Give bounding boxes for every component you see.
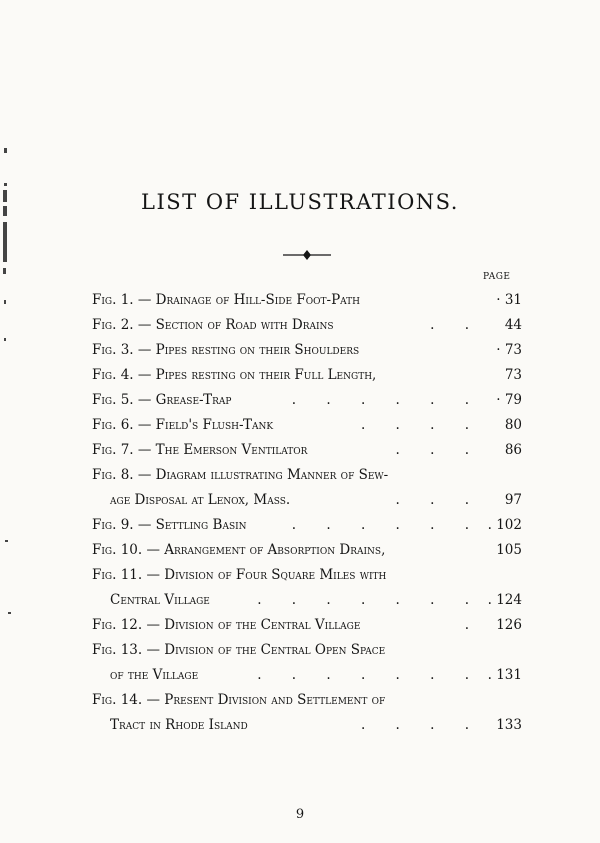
entry-page-number: 80 xyxy=(504,417,522,433)
entry-page-number: . 131 xyxy=(487,667,522,683)
entry-label: Fig. 6. — Field's Flush-Tank xyxy=(92,417,274,433)
entry-label: of the Village xyxy=(110,667,199,683)
entry-label: Fig. 1. — Drainage of Hill-Side Foot-Path xyxy=(92,292,361,308)
leader-dots: . . . . . . xyxy=(291,517,482,533)
entry-page-number: 126 xyxy=(496,617,522,633)
list-item xyxy=(92,413,522,438)
entry-page-number: . 124 xyxy=(487,592,522,608)
entry-label: Fig. 12. — Division of the Central Village xyxy=(92,617,361,633)
entry-page-number: 44 xyxy=(504,317,522,333)
leader-dots: . . xyxy=(430,317,482,333)
entry-label: Fig. 13. — Division of the Central Open Space xyxy=(92,642,386,658)
entry-page-number: 73 xyxy=(504,367,522,383)
entry-label: Fig. 8. — Diagram illustrating Manner of Sew- xyxy=(92,467,389,483)
entry-label: Fig. 4. — Pipes resting on their Full Length, xyxy=(92,367,377,383)
list-item xyxy=(92,663,522,688)
list-item xyxy=(92,713,522,738)
entry-page-number: . 102 xyxy=(487,517,522,533)
list-item xyxy=(92,288,522,313)
entry-page-number: 97 xyxy=(504,492,522,508)
page-number: 9 xyxy=(295,807,305,822)
entry-page-number: · 73 xyxy=(496,342,522,358)
page-column-header: PAGE xyxy=(483,272,511,282)
entry-label: Fig. 10. — Arrangement of Absorption Drains, xyxy=(92,542,386,558)
list-item xyxy=(92,613,522,638)
entry-label: Fig. 9. — Settling Basin xyxy=(92,517,247,533)
list-item xyxy=(92,463,522,488)
list-item xyxy=(92,638,522,663)
entry-label: Fig. 14. — Present Division and Settlement of xyxy=(92,692,386,708)
entry-label: Tract in Rhode Island xyxy=(110,717,248,733)
list-item xyxy=(92,588,522,613)
list-item xyxy=(92,563,522,588)
entry-label: Fig. 7. — The Emerson Ventilator xyxy=(92,442,308,458)
entry-label: Fig. 3. — Pipes resting on their Shoulders xyxy=(92,342,360,358)
list-item xyxy=(92,488,522,513)
leader-dots: . . . . xyxy=(360,717,482,733)
leader-dots: . . . . . . . xyxy=(257,667,482,683)
scan-edge-marks xyxy=(0,0,18,843)
entry-label: age Disposal at Lenox, Mass. xyxy=(110,492,291,508)
leader-dots: . . . . xyxy=(360,417,482,433)
entry-label: Fig. 5. — Grease-Trap xyxy=(92,392,232,408)
leader-dots: . . . xyxy=(395,442,482,458)
leader-dots: . . . xyxy=(395,492,482,508)
list-item xyxy=(92,338,522,363)
entry-label: Central Village xyxy=(110,592,210,608)
entry-page-number: 86 xyxy=(504,442,522,458)
entry-page-number: · 79 xyxy=(496,392,522,408)
entry-page-number: 133 xyxy=(496,717,522,733)
illustration-list xyxy=(92,288,522,738)
page-title: LIST OF ILLUSTRATIONS. xyxy=(141,190,459,214)
leader-dots: . . . . . . . xyxy=(257,592,482,608)
list-item xyxy=(92,388,522,413)
list-item xyxy=(92,688,522,713)
list-item xyxy=(92,313,522,338)
entry-label: Fig. 2. — Section of Road with Drains xyxy=(92,317,334,333)
entry-page-number: 105 xyxy=(496,542,522,558)
list-item xyxy=(92,513,522,538)
ornament-rule xyxy=(283,250,331,260)
list-item xyxy=(92,438,522,463)
entry-page-number: · 31 xyxy=(496,292,522,308)
leader-dots: . xyxy=(464,617,482,633)
leader-dots: . . . . . . xyxy=(291,392,482,408)
entry-label: Fig. 11. — Division of Four Square Miles with xyxy=(92,567,387,583)
list-item xyxy=(92,538,522,563)
list-item xyxy=(92,363,522,388)
